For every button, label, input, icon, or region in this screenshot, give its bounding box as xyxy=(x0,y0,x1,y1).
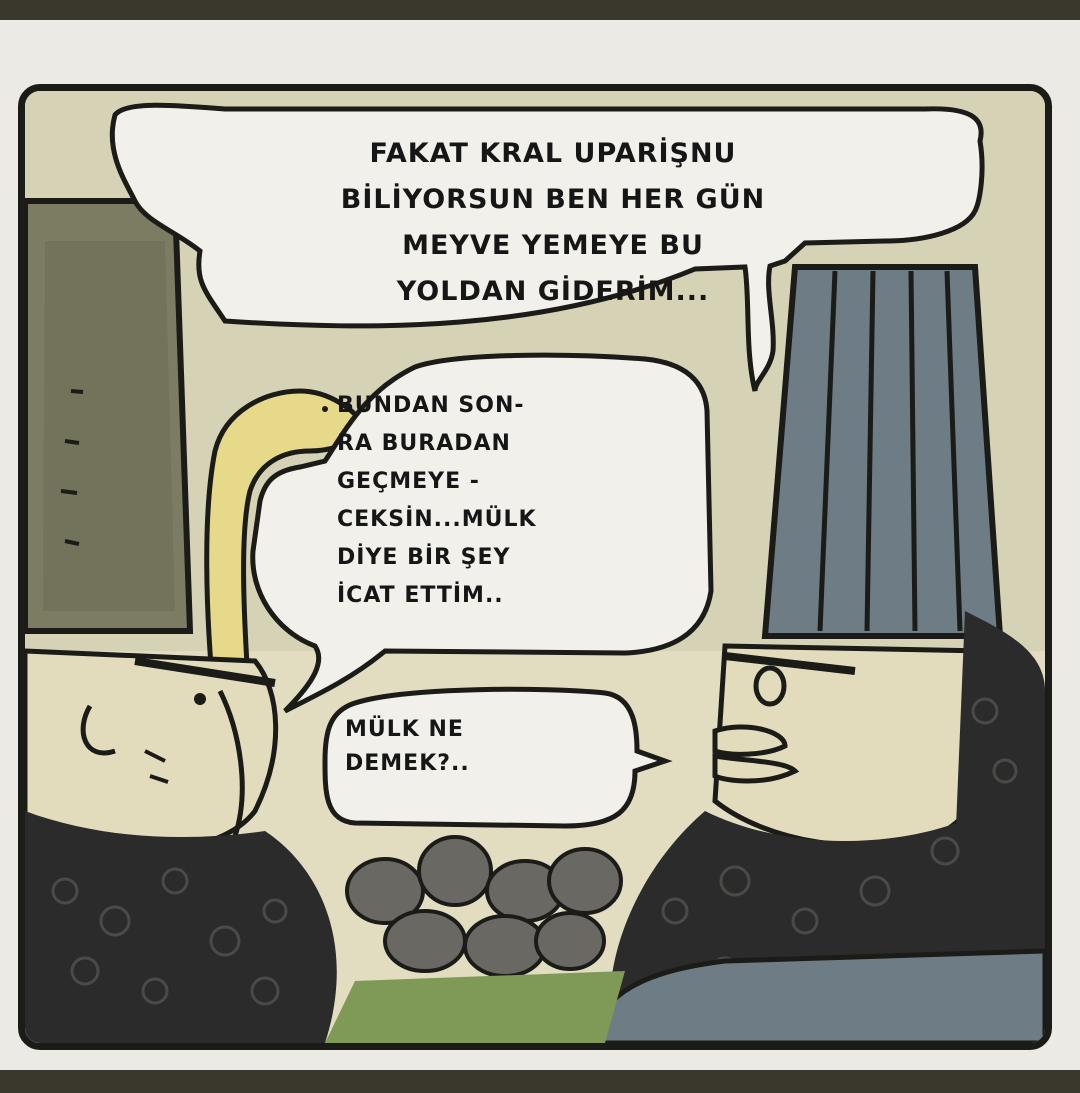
left-man-hat xyxy=(25,201,190,631)
paper-background xyxy=(0,20,1080,1070)
comic-panel xyxy=(18,84,1052,1050)
right-man-hat xyxy=(765,267,1000,636)
camel-man-speech-text: BUNDAN SON- RA BURADAN GEÇMEYE - CEKSİN...MÜLK DİYE BİR ŞEY İCAT ETTİM.. xyxy=(337,393,537,608)
king-speech-text: FAKAT KRAL UPARİŞNU BİLİYORSUN BEN HER GÜN MEYVE YEMEYE BU YOLDAN GİDERİM... xyxy=(340,138,766,307)
reply-speech-text: MÜLK NE DEMEK?.. xyxy=(345,717,470,776)
grass-patch xyxy=(325,971,625,1043)
